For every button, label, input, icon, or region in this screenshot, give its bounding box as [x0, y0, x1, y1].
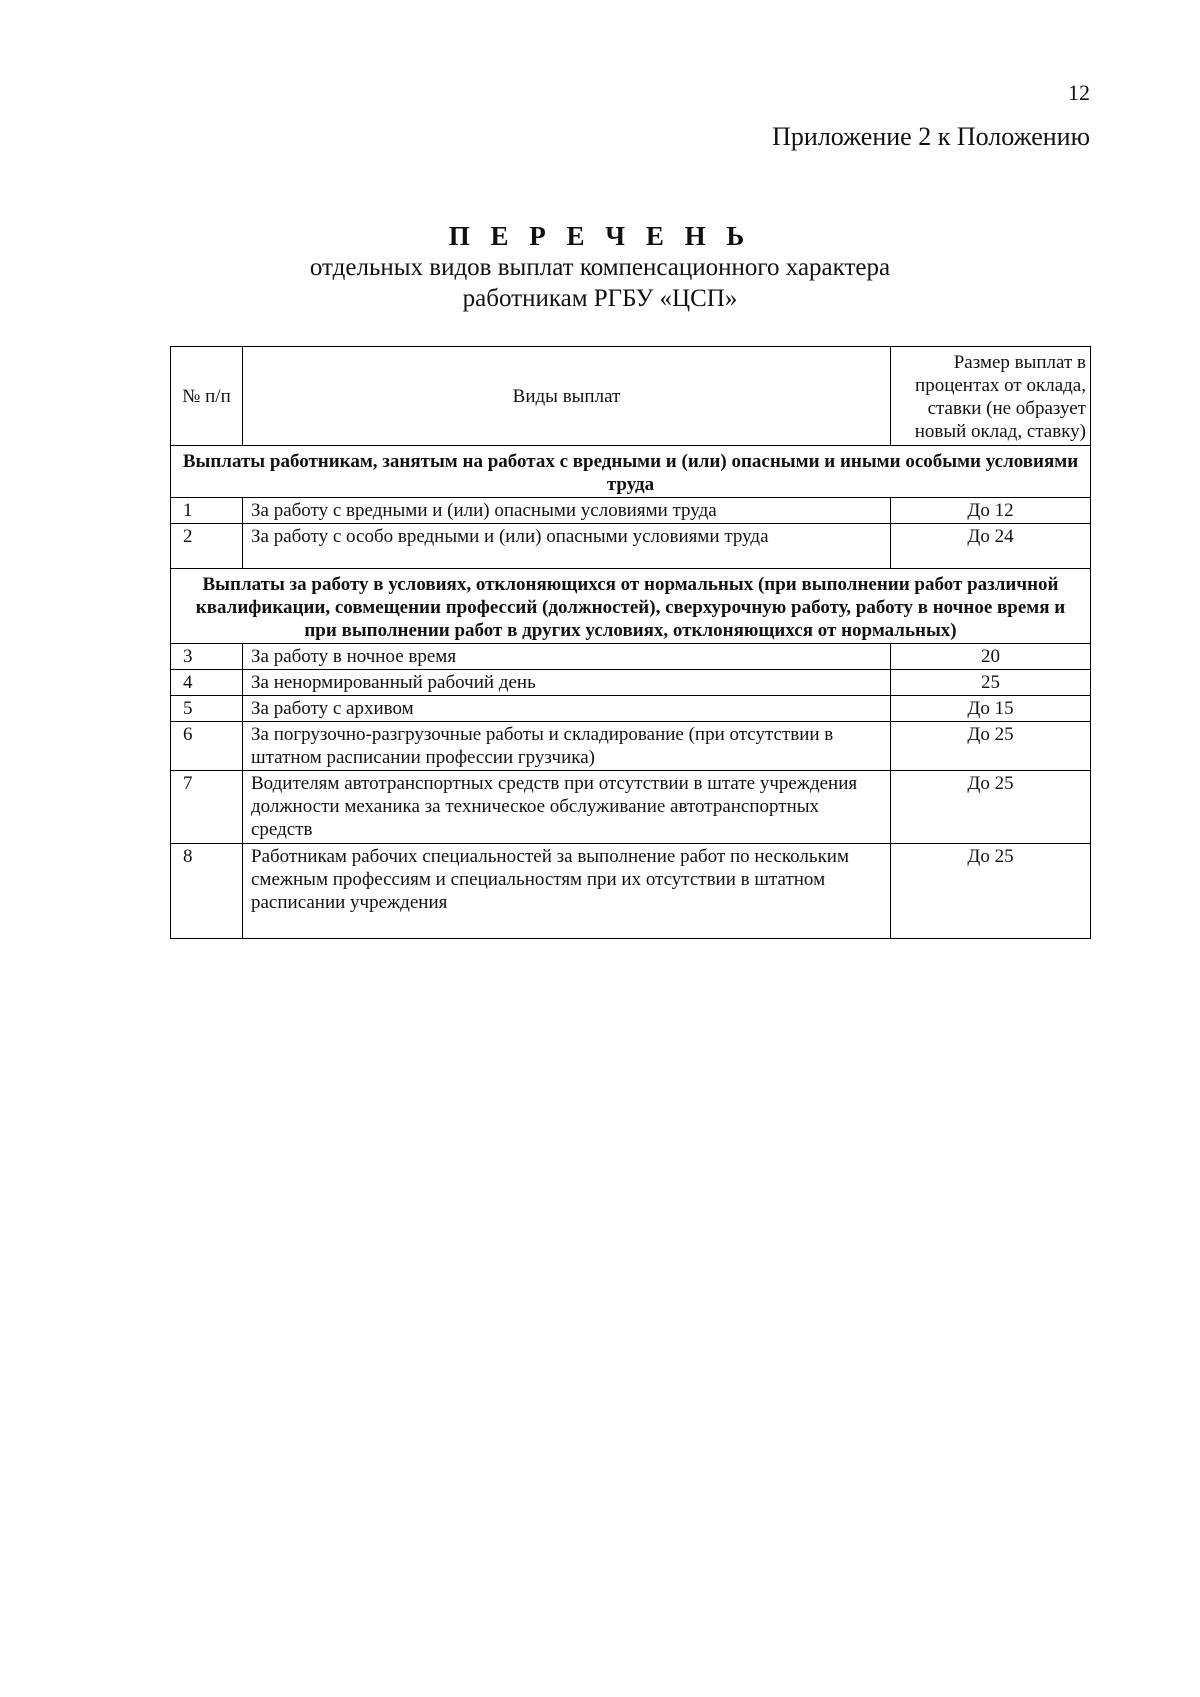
row-type: За ненормированный рабочий день: [243, 670, 891, 696]
row-num: 2: [171, 524, 243, 569]
title-block: [0, 220, 1200, 314]
row-size: До 25: [891, 722, 1091, 771]
document-subtitle-line1: отдельных видов выплат компенсационного характера: [309, 254, 891, 281]
table-row: [171, 771, 1091, 844]
section-row: [171, 446, 1091, 498]
row-size: До 12: [891, 498, 1091, 524]
section-row: [171, 569, 1091, 644]
row-num: 7: [171, 771, 243, 844]
appendix-label: Приложение 2 к Положению: [772, 122, 1090, 151]
page-number: 12: [1068, 80, 1090, 105]
row-type: За работу с особо вредными и (или) опасными условиями труда: [243, 524, 891, 569]
row-size: До 25: [891, 771, 1091, 844]
table-row: [171, 722, 1091, 771]
document-subtitle-line2: работникам РГБУ «ЦСП»: [462, 285, 738, 312]
row-size: 20: [891, 644, 1091, 670]
row-num: 6: [171, 722, 243, 771]
header-type: Виды выплат: [243, 347, 891, 446]
row-size: До 25: [891, 844, 1091, 939]
table-row: [171, 524, 1091, 569]
row-num: 3: [171, 644, 243, 670]
payments-table: [170, 346, 1091, 939]
header-num: № п/п: [171, 347, 243, 446]
table-row: [171, 498, 1091, 524]
row-type: За работу с вредными и (или) опасными условиями труда: [243, 498, 891, 524]
table-row: [171, 844, 1091, 939]
row-num: 8: [171, 844, 243, 939]
document-title: П Е Р Е Ч Е Н Ь: [448, 221, 752, 251]
row-size: До 15: [891, 696, 1091, 722]
row-type: Работникам рабочих специальностей за выполнение работ по нескольким смежным профессиям и специальностям при их отсутствии в штатном расписании учреждения: [243, 844, 891, 939]
table-row: [171, 644, 1091, 670]
row-type: Водителям автотранспортных средств при отсутствии в штате учреждения должности механика за техническое обслуживание автотранспортных средств: [243, 771, 891, 844]
row-type: За работу с архивом: [243, 696, 891, 722]
table-row: [171, 696, 1091, 722]
row-type: За погрузочно-разгрузочные работы и складирование (при отсутствии в штатном расписании профессии грузчика): [243, 722, 891, 771]
section-title: Выплаты работникам, занятым на работах с вредными и (или) опасными и иными особыми условиями труда: [171, 446, 1091, 498]
section-title: Выплаты за работу в условиях, отклоняющихся от нормальных (при выполнении работ различной квалификации, совмещении профессий (должностей), сверхурочную работу, работу в ночное время и при выполнении работ в других условиях, отклоняющихся от нормальных): [171, 569, 1091, 644]
row-num: 4: [171, 670, 243, 696]
row-size: 25: [891, 670, 1091, 696]
table-row: [171, 670, 1091, 696]
header-size: Размер выплат в процентах от оклада, ставки (не образует новый оклад, ставку): [891, 347, 1091, 446]
row-num: 5: [171, 696, 243, 722]
row-size: До 24: [891, 524, 1091, 569]
row-num: 1: [171, 498, 243, 524]
row-type: За работу в ночное время: [243, 644, 891, 670]
table-header-row: [171, 347, 1091, 446]
